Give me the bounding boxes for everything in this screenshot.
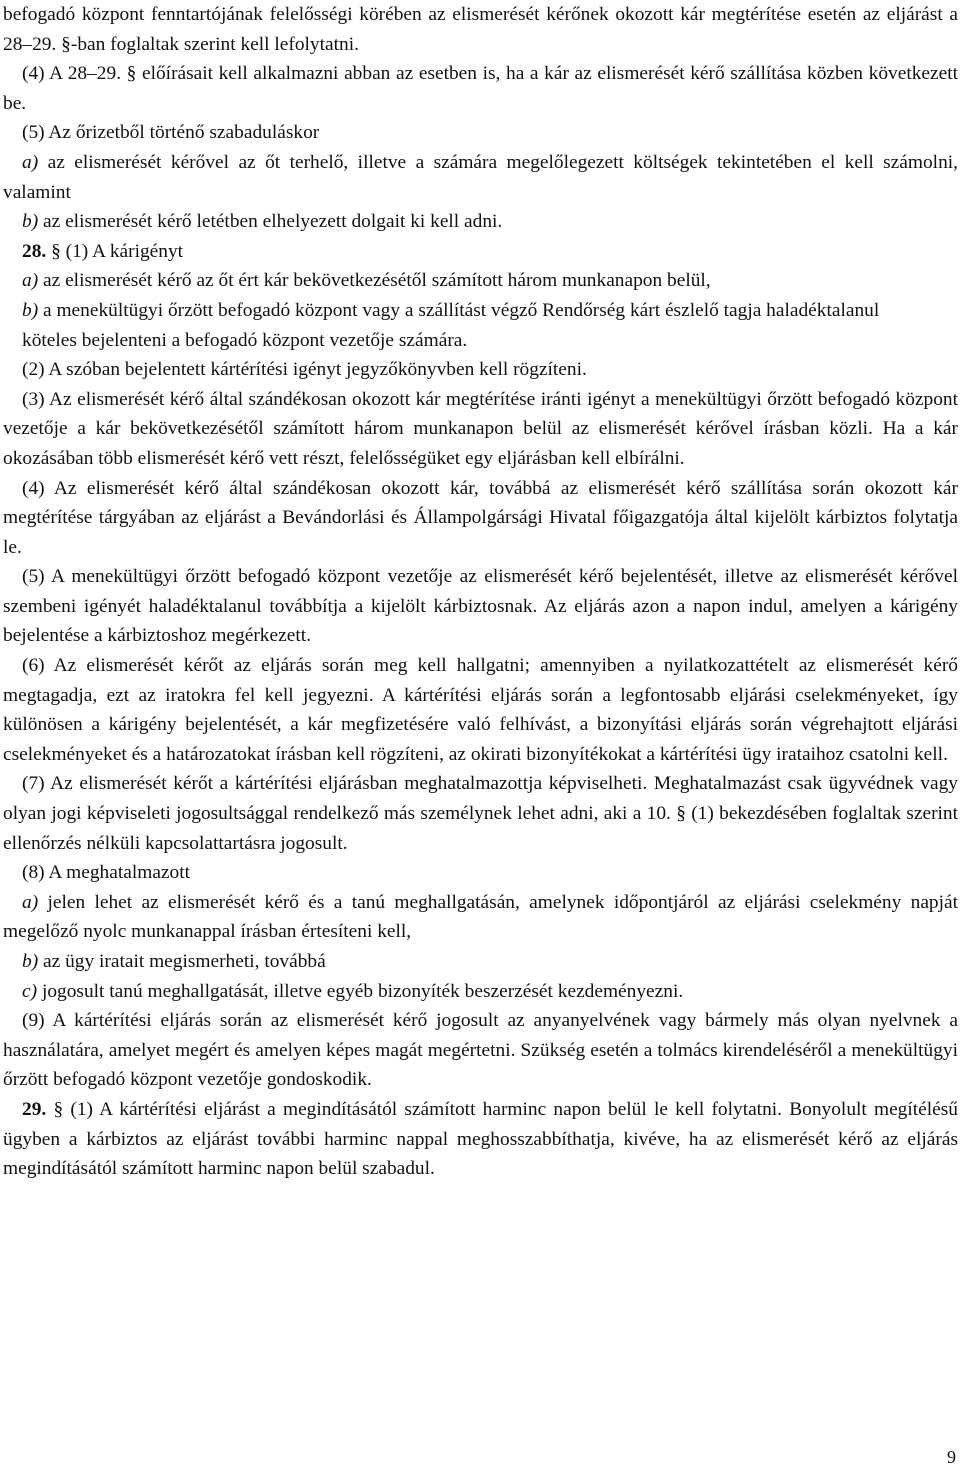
paragraph-text: jelen lehet az elismerését kérő és a tanú meghallgatásán, amelynek időpontjáról az eljárási cselekmény napját megelőző nyolc munkanappal írásban értesíteni kell, — [3, 891, 958, 943]
paragraph-text: (4) A 28–29. § előírásait kell alkalmazni abban az esetben is, ha a kár az elismerését kérő szállítása közben következett be. — [3, 63, 958, 114]
section-number: 28. — [22, 240, 47, 262]
paragraph — [3, 1095, 958, 1184]
paragraph — [3, 858, 958, 888]
paragraph — [3, 769, 958, 858]
paragraph — [3, 385, 958, 474]
section-number: 29. — [22, 1098, 47, 1120]
paragraph-text: (5) Az őrizetből történő szabaduláskor — [22, 122, 320, 144]
list-marker: b) — [22, 299, 39, 321]
paragraph — [3, 474, 958, 563]
paragraph — [3, 651, 958, 769]
paragraph — [3, 947, 958, 977]
paragraph — [3, 355, 958, 385]
paragraph-text: a menekültügyi őrzött befogadó központ vagy a szállítást végző Rendőrség kárt észlelő tagja haladéktalanul — [43, 299, 880, 321]
paragraph-text: az elismerését kérővel az őt terhelő, illetve a számára megelőlegezett költségek tekintetében el kell számolni, valamint — [3, 151, 958, 203]
paragraph — [3, 326, 958, 356]
paragraph — [3, 888, 958, 947]
paragraph-text: (4) Az elismerését kérő által szándékosan okozott kár, továbbá az elismerését kérő szállítása során okozott kár megtérítése tárgyában az eljárást a Bevándorlási és Állampolgársági Hivatal főigazgatója által kijelölt kárbiztos folytatja le. — [3, 477, 958, 558]
paragraph-text: (8) A meghatalmazott — [22, 862, 191, 884]
paragraph — [3, 977, 958, 1007]
paragraph-text: § (1) A kárigényt — [51, 240, 184, 262]
list-marker: b) — [22, 211, 39, 233]
paragraph — [3, 1006, 958, 1095]
paragraph — [3, 148, 958, 207]
list-marker: a) — [22, 151, 39, 173]
paragraph-text: (7) Az elismerését kérőt a kártérítési eljárásban meghatalmazottja képviselheti. Meghatalmazást csak ügyvédnek vagy olyan jogi képviseleti jogosultsággal rendelkező más személynek lehet adni, aki a 10. § (1) bekezdésében foglaltak szerint ellenőrzés nélküli kapcsolattartásra jogosult. — [3, 773, 958, 854]
list-marker: c) — [22, 980, 38, 1002]
paragraph-text: § (1) A kártérítési eljárást a megindításától számított harminc napon belül le kell folytatni. Bonyolult megítélésű ügyben a kárbiztos az eljárást további harminc nappal meghosszabbíthatja, kivéve, ha az elismerését kérő az eljárás megindításától számított harminc napon belül szabadul. — [3, 1098, 958, 1180]
paragraph — [3, 562, 958, 651]
list-marker: a) — [22, 270, 39, 292]
paragraph-text: (6) Az elismerését kérőt az eljárás során meg kell hallgatni; amennyiben a nyilatkozattételt az elismerését kérő megtagadja, ezt az iratokra fel kell jegyezni. A kártérítési eljárás során a legfontosabb eljárási cselekményeket, így különösen a kárigény bejelentését, a kár megfizetésére való felhívást, a bizonyítási eljárás során végrehajtott eljárási cselekményeket és a határozatokat írásban kell rögzíteni, az okirati bizonyítékokat a kártérítési ügy irataihoz csatolni kell. — [3, 655, 958, 765]
paragraph-text: (9) A kártérítési eljárás során az elismerését kérő jogosult az anyanyelvének vagy bármely más olyan nyelvnek a használatára, amelyet megért és amelyen képes magát megértetni. Szükség esetén a tolmács kirendeléséről a menekültügyi őrzött befogadó központ vezetője gondoskodik. — [3, 1010, 958, 1091]
paragraph — [3, 237, 958, 267]
list-marker: b) — [22, 951, 39, 972]
paragraph-text: befogadó központ fenntartójának felelősségi körében az elismerését kérőnek okozott kár megtérítése esetén az eljárást a 28–29. §-ban foglaltak szerint kell lefolytatni. — [3, 4, 958, 55]
paragraph-text: az elismerését kérő letétben elhelyezett dolgait ki kell adni. — [43, 211, 503, 233]
paragraph-text: (2) A szóban bejelentett kártérítési igényt jegyzőkönyvben kell rögzíteni. — [22, 359, 587, 381]
paragraph — [3, 0, 958, 59]
paragraph — [3, 207, 958, 237]
paragraph-text: az elismerését kérő az őt ért kár bekövetkezésétől számított három munkanapon belül, — [43, 270, 711, 292]
paragraph-text: köteles bejelenteni a befogadó központ vezetője számára. — [22, 329, 468, 351]
paragraph — [3, 266, 958, 296]
paragraph — [3, 59, 958, 118]
paragraph — [3, 118, 958, 148]
paragraph-text: az ügy iratait megismerheti, továbbá — [43, 951, 326, 972]
document-body — [3, 0, 958, 1184]
page-number: 9 — [947, 1447, 956, 1467]
paragraph-text: (3) Az elismerését kérő által szándékosan okozott kár megtérítése iránti igényt a menekültügyi őrzött befogadó központ vezetője a kár bekövetkezésétől számított három munkanapon belül az elismerését kérővel írásban közli. Ha a kár okozásában több elismerését kérő vett részt, felelősségüket egy eljárásban kell elbírálni. — [3, 388, 958, 469]
paragraph-text: jogosult tanú meghallgatását, illetve egyéb bizonyíték beszerzését kezdeményezni. — [41, 980, 684, 1002]
paragraph — [3, 296, 958, 326]
paragraph-text: (5) A menekültügyi őrzött befogadó központ vezetője az elismerését kérő bejelentését, illetve az elismerését kérővel szembeni igényét haladéktalanul továbbítja a kijelölt kárbiztosnak. Az eljárás azon a napon indul, amelyen a kárigény bejelentése a kárbiztoshoz megérkezett. — [3, 566, 958, 647]
list-marker: a) — [22, 891, 39, 913]
